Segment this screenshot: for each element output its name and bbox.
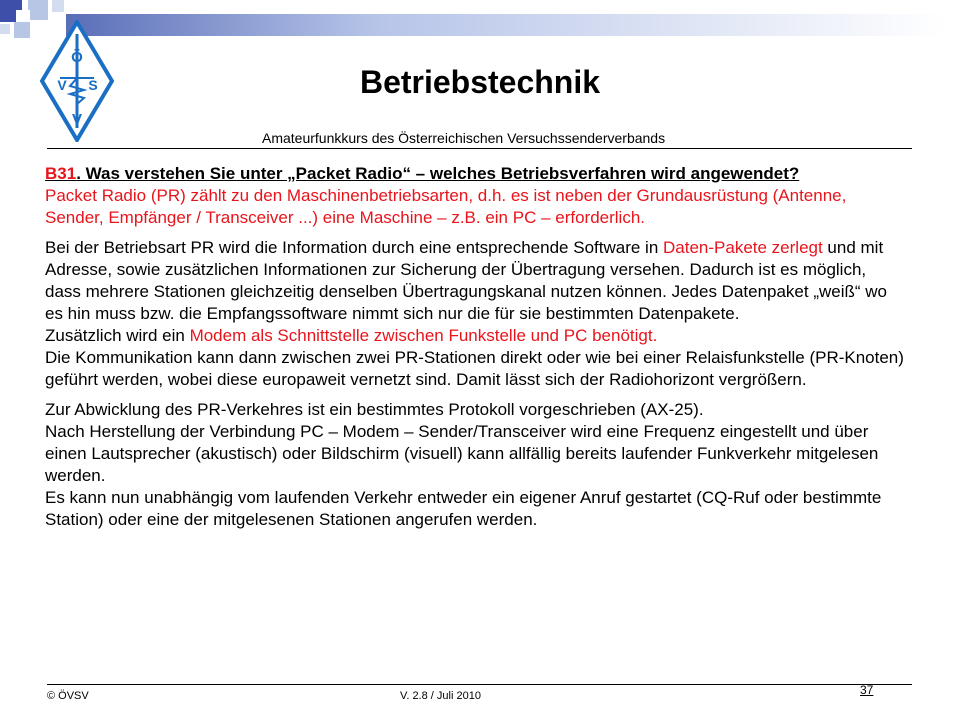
question-heading <box>45 163 905 185</box>
page-title: Betriebstechnik <box>359 64 601 100</box>
question-text: . Was verstehen Sie unter „Packet Radio“ – welches Betriebsverfahren wird angewendet? <box>76 164 800 183</box>
protocol-paragraph: Zur Abwicklung des PR-Verkehres ist ein bestimmtes Protokoll vorgeschrieben (AX-25). <box>45 400 704 419</box>
modem-text-start: Zusätzlich wird ein <box>45 326 190 345</box>
logo-letter-right: S <box>88 77 98 93</box>
page-subtitle: Amateurfunkkurs des Österreichischen Versuchssenderverbands <box>262 130 666 146</box>
footer-divider <box>47 684 912 685</box>
header-divider <box>47 148 912 149</box>
question-number: B31 <box>45 164 77 183</box>
packet-description-paragraph <box>45 237 905 325</box>
slide-content <box>45 163 905 531</box>
call-paragraph: Es kann nun unabhängig vom laufenden Verkehr entweder ein eigener Anruf gestartet (CQ-Ruf oder bestimmte Station) oder eine der mitgelesenen Stationen angerufen werden. <box>45 488 882 529</box>
page-number: 37 <box>860 683 874 697</box>
connection-paragraph: Nach Herstellung der Verbindung PC – Modem – Sender/Transceiver wird eine Frequenz eingestellt und über einen Lautsprecher (akustisch) oder Bildschirm (visuell) kann allfällig bereits laufender Funkverkehr mitgelesen werden. <box>45 422 879 485</box>
packet-highlight: Daten-Pakete zerlegt <box>663 238 823 257</box>
footer-copyright: © ÖVSV <box>47 690 89 702</box>
logo-letter-left: V <box>57 77 67 93</box>
packet-text-start: Bei der Betriebsart PR wird die Information durch eine entsprechende Software in <box>45 238 663 257</box>
modem-paragraph <box>45 325 905 347</box>
packet-text-end: und mit Adresse, sowie zusätzlichen Informationen zur Sicherung der Übertragung versehen. Dadurch ist es möglich, dass mehrere Stationen gleichzeitig denselben Übertragungskanal nutzen können. Jedes Datenpaket „weiß“ wo es hin muss bzw. die Empfangssoftware nimmt sich nur die für sie bestimmten Datenpakete. <box>45 238 888 323</box>
header-decoration <box>0 0 960 46</box>
modem-highlight: Modem als Schnittstelle zwischen Funkstelle und PC benötigt. <box>189 326 658 345</box>
logo-letter-top: Ö <box>71 49 83 66</box>
footer-version: V. 2.8 / Juli 2010 <box>400 690 481 702</box>
logo-letter-bottom: V <box>71 111 83 128</box>
communication-paragraph: Die Kommunikation kann dann zwischen zwei PR-Stationen direkt oder wie bei einer Relaisfunkstelle (PR-Knoten) geführt werden, wobei diese europaweit vernetzt sind. Damit lässt sich der Radiohorizont vergrößern. <box>45 348 904 389</box>
answer-intro-paragraph: Packet Radio (PR) zählt zu den Maschinenbetriebsarten, d.h. es ist neben der Grundausrüstung (Antenne, Sender, Empfänger / Transceiver ...) eine Maschine – z.B. ein PC – erforderlich. <box>45 186 847 227</box>
